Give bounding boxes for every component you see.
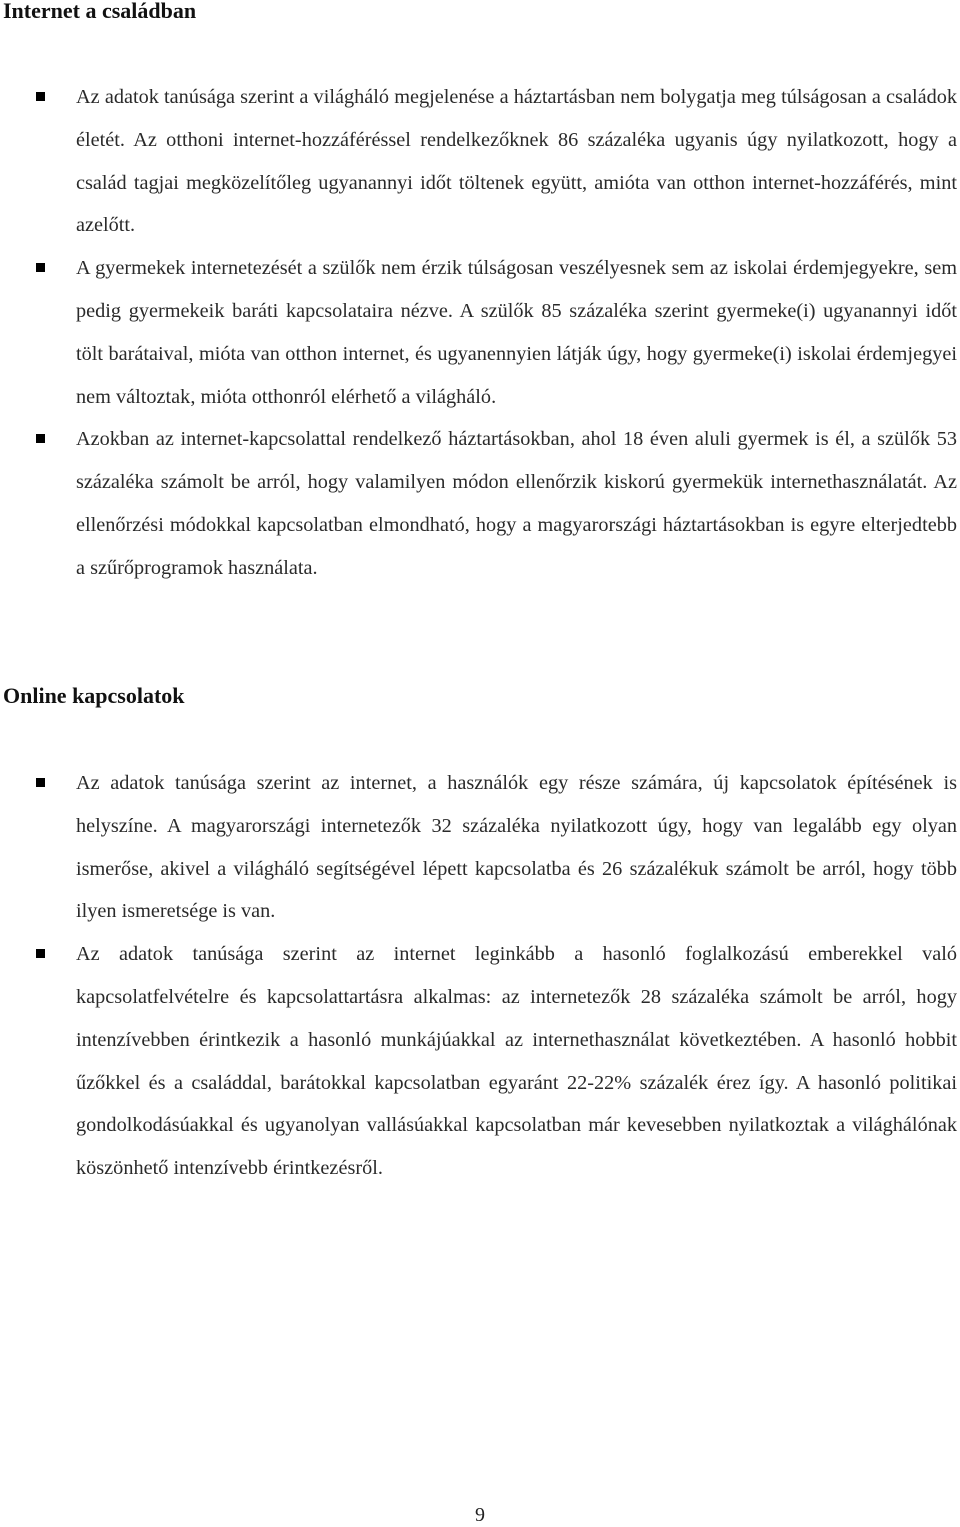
bullet-text: A gyermekek internetezését a szülők nem érzik túlságosan veszélyesnek sem az iskolai érdemjegyekre, sem pedig gyermekeik baráti kapcsolataira nézve. A szülők 85 százaléka szerint gyermeke(i) ugyanannyi időt tölt barátaival, mióta van otthon internet, és ugyanennyien látják úgy, hogy gyermeke(i) iskolai érdemjegyei nem változtak, mióta otthonról elérhető a világháló. [76,257,957,408]
bullet-list-family [0,76,960,590]
bullet-item [0,418,957,589]
page-number: 9 [475,1504,485,1526]
bullet-text: Az adatok tanúsága szerint az internet, a használók egy része számára, új kapcsolatok építésének is helyszíne. A magyarországi internetezők 32 százaléka nyilatkozott úgy, hogy van legalább egy olyan ismerőse, akivel a világháló segítségével lépett kapcsolatba és 26 százalékuk számolt be arról, hogy több ilyen ismeretsége is van. [76,772,957,923]
bullet-item [0,933,957,1190]
bullet-text: Az adatok tanúsága szerint az internet leginkább a hasonló foglalkozású emberekkel való kapcsolatfelvételre és kapcsolattartásra alkalmas: az internetezők 28 százaléka számolt be arról, hogy intenzívebben érintkezik a hasonló munkájúakkal az internethasználat következtében. A hasonló hobbit űzőkkel és a családdal, barátokkal kapcsolatban egyaránt 22-22% százalék érez így. A hasonló politikai gondolkodásúakkal és ugyanolyan vallásúakkal kapcsolatban már kevesebben nyilatkoztak a világhálónak köszönhető intenzívebb érintkezésről. [76,943,957,1180]
square-bullet-icon [36,778,45,787]
bullet-item [0,247,957,418]
bullet-list-online [0,762,960,1190]
square-bullet-icon [36,263,45,272]
section-title-online-kapcsolatok: Online kapcsolatok [3,683,185,708]
section-title-internet-a-csaladban: Internet a családban [3,0,197,23]
square-bullet-icon [36,92,45,101]
square-bullet-icon [36,949,45,958]
square-bullet-icon [36,434,45,443]
bullet-text: Azokban az internet-kapcsolattal rendelkező háztartásokban, ahol 18 éven aluli gyermek is él, a szülők 53 százaléka számolt be arról, hogy valamilyen módon ellenőrzik kiskorú gyermekük internethasználatát. Az ellenőrzési módokkal kapcsolatban elmondható, hogy a magyarországi háztartásokban is egyre elterjedtebb a szűrőprogramok használata. [76,428,957,579]
bullet-text: Az adatok tanúsága szerint a világháló megjelenése a háztartásban nem bolygatja meg túlságosan a családok életét. Az otthoni internet-hozzáféréssel rendelkezőknek 86 százaléka ugyanis úgy nyilatkozott, hogy a család tagjai megközelítőleg ugyanannyi időt töltenek együtt, amióta van otthon internet-hozzáférés, mint azelőtt. [76,86,957,237]
bullet-item [0,762,957,933]
bullet-item [0,76,957,247]
